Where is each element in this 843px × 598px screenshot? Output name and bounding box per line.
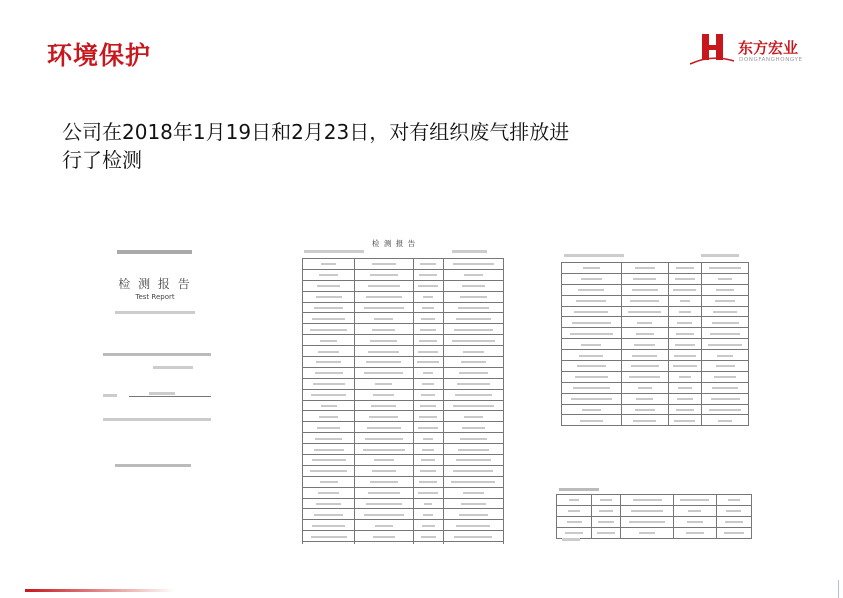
table-cell xyxy=(303,280,355,291)
table-cell xyxy=(413,291,443,302)
table-cell xyxy=(303,324,355,335)
table-cell xyxy=(355,433,413,444)
table-row xyxy=(562,393,749,404)
table-cell xyxy=(621,415,668,426)
table-cell xyxy=(355,302,413,313)
table-cell xyxy=(303,542,355,544)
table-cell xyxy=(621,339,668,350)
table-cell xyxy=(562,393,622,404)
table-cell xyxy=(355,531,413,542)
logo-cn-text: 东方宏业 xyxy=(738,39,799,57)
table-cell xyxy=(621,361,668,372)
table-cell xyxy=(303,422,355,433)
table-cell xyxy=(413,542,443,544)
table-cell xyxy=(621,306,668,317)
table-cell xyxy=(355,400,413,411)
table-row xyxy=(562,371,749,382)
table-cell xyxy=(413,259,443,270)
report-data-table xyxy=(302,258,504,544)
table-cell xyxy=(621,263,668,274)
table-cell xyxy=(443,389,503,400)
table-cell xyxy=(702,263,749,274)
table-cell xyxy=(562,339,622,350)
table-cell xyxy=(702,284,749,295)
table-cell xyxy=(592,505,621,516)
table-cell xyxy=(355,520,413,531)
table-cell xyxy=(702,339,749,350)
table-cell xyxy=(413,422,443,433)
table-row xyxy=(303,444,504,455)
table-row xyxy=(562,317,749,328)
table-row xyxy=(557,495,752,506)
table-cell xyxy=(557,495,592,506)
table-cell xyxy=(621,404,668,415)
table-cell xyxy=(413,389,443,400)
table-cell xyxy=(413,302,443,313)
table-cell xyxy=(668,295,702,306)
table-cell xyxy=(443,509,503,520)
table-cell xyxy=(702,295,749,306)
table-cell xyxy=(443,291,503,302)
table-row xyxy=(303,302,504,313)
table-cell xyxy=(413,269,443,280)
table-cell xyxy=(443,433,503,444)
footer-accent-line xyxy=(25,589,175,592)
table-cell xyxy=(621,350,668,361)
table-cell xyxy=(303,433,355,444)
table-cell xyxy=(443,269,503,280)
table-row xyxy=(303,269,504,280)
table-cell xyxy=(668,382,702,393)
table-cell xyxy=(413,346,443,357)
table-row xyxy=(562,306,749,317)
table-cell xyxy=(562,273,622,284)
table-cell xyxy=(355,259,413,270)
table-cell xyxy=(673,527,716,538)
table-row xyxy=(303,367,504,378)
table-cell xyxy=(413,367,443,378)
table-cell xyxy=(621,328,668,339)
table-cell xyxy=(303,357,355,368)
table-cell xyxy=(668,339,702,350)
table-cell xyxy=(413,280,443,291)
table-cell xyxy=(413,378,443,389)
table-cell xyxy=(621,284,668,295)
table-row xyxy=(303,476,504,487)
table-cell xyxy=(443,357,503,368)
table-cell xyxy=(621,505,674,516)
table-cell xyxy=(443,378,503,389)
table-cell xyxy=(413,444,443,455)
table-row xyxy=(303,357,504,368)
table-cell xyxy=(413,509,443,520)
table-row xyxy=(303,259,504,270)
table-row xyxy=(303,531,504,542)
report-page3-scan xyxy=(556,486,752,544)
table-cell xyxy=(621,495,674,506)
table-row xyxy=(303,389,504,400)
table-cell xyxy=(562,317,622,328)
table-cell xyxy=(557,527,592,538)
table-row xyxy=(303,509,504,520)
table-cell xyxy=(592,495,621,506)
table-cell xyxy=(443,542,503,544)
table-cell xyxy=(303,367,355,378)
table-cell xyxy=(716,527,751,538)
table-cell xyxy=(355,487,413,498)
table-cell xyxy=(303,498,355,509)
table-cell xyxy=(702,371,749,382)
table-cell xyxy=(355,465,413,476)
table-cell xyxy=(355,269,413,280)
table-cell xyxy=(355,498,413,509)
table-cell xyxy=(562,361,622,372)
table-cell xyxy=(355,357,413,368)
table-cell xyxy=(355,389,413,400)
table-cell xyxy=(443,259,503,270)
report-page3-table xyxy=(556,494,752,539)
table-cell xyxy=(443,324,503,335)
cover-title-cn: 检 测 报 告 xyxy=(118,277,192,291)
table-cell xyxy=(355,476,413,487)
table-cell xyxy=(443,498,503,509)
body-line-2: 行了检测 xyxy=(62,148,142,172)
cover-title-en: Test Report xyxy=(135,293,175,301)
table-cell xyxy=(443,335,503,346)
table-cell xyxy=(303,444,355,455)
table-cell xyxy=(702,404,749,415)
table-cell xyxy=(668,306,702,317)
company-logo xyxy=(690,30,840,70)
table-cell xyxy=(668,328,702,339)
table-cell xyxy=(443,302,503,313)
table-cell xyxy=(355,335,413,346)
slide-edge-line xyxy=(838,580,839,598)
table-cell xyxy=(562,350,622,361)
table-row xyxy=(303,520,504,531)
table-row xyxy=(557,505,752,516)
table-cell xyxy=(303,259,355,270)
table-cell xyxy=(621,393,668,404)
table-cell xyxy=(443,367,503,378)
table-cell xyxy=(303,291,355,302)
table-cell xyxy=(668,263,702,274)
table-row xyxy=(562,273,749,284)
table-cell xyxy=(668,284,702,295)
table-row xyxy=(303,400,504,411)
table-row xyxy=(562,263,749,274)
table-cell xyxy=(443,476,503,487)
table-row xyxy=(303,280,504,291)
table-cell xyxy=(621,371,668,382)
page-title: 环境保护 xyxy=(47,41,152,70)
table-cell xyxy=(557,505,592,516)
table-row xyxy=(303,542,504,544)
table-cell xyxy=(716,516,751,527)
table-cell xyxy=(668,350,702,361)
table-cell xyxy=(413,400,443,411)
table-cell xyxy=(562,295,622,306)
table-cell xyxy=(413,520,443,531)
table-cell xyxy=(702,306,749,317)
table-cell xyxy=(562,263,622,274)
table-cell xyxy=(443,280,503,291)
table-row xyxy=(562,350,749,361)
table-row xyxy=(562,415,749,426)
table-cell xyxy=(443,455,503,466)
table-row xyxy=(303,346,504,357)
table-cell xyxy=(668,415,702,426)
table-cell xyxy=(673,505,716,516)
table-cell xyxy=(355,542,413,544)
table-row xyxy=(303,378,504,389)
table-cell xyxy=(355,324,413,335)
table-cell xyxy=(668,361,702,372)
table-cell xyxy=(702,393,749,404)
table-row xyxy=(303,291,504,302)
table-cell xyxy=(443,444,503,455)
table-cell xyxy=(413,357,443,368)
table-cell xyxy=(303,487,355,498)
table-row xyxy=(562,404,749,415)
table-cell xyxy=(621,527,674,538)
table-cell xyxy=(443,400,503,411)
table-cell xyxy=(355,291,413,302)
table-row xyxy=(303,422,504,433)
table-cell xyxy=(562,404,622,415)
table-cell xyxy=(355,509,413,520)
body-line-1: 公司在2018年1月19日和2月23日，对有组织废气排放进 xyxy=(62,120,570,144)
table-cell xyxy=(355,367,413,378)
table-row xyxy=(562,361,749,372)
table-cell xyxy=(355,378,413,389)
report-table-scan xyxy=(302,237,504,544)
table-cell xyxy=(443,346,503,357)
table-cell xyxy=(621,273,668,284)
table-row xyxy=(557,527,752,538)
table-cell xyxy=(702,328,749,339)
table-cell xyxy=(413,335,443,346)
table-cell xyxy=(303,455,355,466)
report-page2-scan xyxy=(561,250,749,426)
table-cell xyxy=(413,487,443,498)
table-cell xyxy=(303,335,355,346)
table-cell xyxy=(355,444,413,455)
table-cell xyxy=(557,516,592,527)
table-cell xyxy=(303,313,355,324)
table-cell xyxy=(621,295,668,306)
table-cell xyxy=(592,527,621,538)
table-cell xyxy=(673,516,716,527)
table-cell xyxy=(443,313,503,324)
table-cell xyxy=(303,465,355,476)
table-cell xyxy=(443,487,503,498)
table-cell xyxy=(303,389,355,400)
table-cell xyxy=(355,346,413,357)
table-row xyxy=(562,328,749,339)
table-cell xyxy=(303,520,355,531)
table-cell xyxy=(592,516,621,527)
table-cell xyxy=(673,495,716,506)
table-row xyxy=(562,339,749,350)
table-cell xyxy=(562,371,622,382)
logo-en-text: DONGFANGHONGYE xyxy=(739,57,803,63)
table-row xyxy=(562,382,749,393)
table-cell xyxy=(702,382,749,393)
table-cell xyxy=(355,313,413,324)
body-paragraph xyxy=(62,118,622,174)
table-cell xyxy=(355,280,413,291)
table-row xyxy=(562,284,749,295)
table-cell xyxy=(303,346,355,357)
table-cell xyxy=(621,382,668,393)
table-cell xyxy=(443,531,503,542)
table-cell xyxy=(303,476,355,487)
table-row xyxy=(557,516,752,527)
table-cell xyxy=(413,465,443,476)
table-cell xyxy=(355,411,413,422)
table-cell xyxy=(413,498,443,509)
table-cell xyxy=(303,269,355,280)
table-cell xyxy=(443,520,503,531)
table-cell xyxy=(621,317,668,328)
table-cell xyxy=(716,505,751,516)
table-cell xyxy=(413,476,443,487)
table-cell xyxy=(668,317,702,328)
table-cell xyxy=(413,324,443,335)
table-cell xyxy=(702,350,749,361)
table-cell xyxy=(355,455,413,466)
table-cell xyxy=(303,400,355,411)
table-row xyxy=(303,433,504,444)
table-cell xyxy=(303,378,355,389)
table-cell xyxy=(355,422,413,433)
table-row xyxy=(303,498,504,509)
table-cell xyxy=(303,509,355,520)
table-cell xyxy=(668,371,702,382)
table-cell xyxy=(668,404,702,415)
table-cell xyxy=(702,273,749,284)
table-cell xyxy=(702,317,749,328)
table-cell xyxy=(621,516,674,527)
table-cell xyxy=(562,306,622,317)
table-cell xyxy=(443,411,503,422)
table-row xyxy=(303,313,504,324)
table-row xyxy=(303,465,504,476)
table-cell xyxy=(716,495,751,506)
table-cell xyxy=(413,531,443,542)
table-cell xyxy=(668,393,702,404)
report-cover-scan xyxy=(95,245,215,475)
table-cell xyxy=(413,433,443,444)
table-row xyxy=(303,487,504,498)
table-cell xyxy=(562,382,622,393)
table-cell xyxy=(413,313,443,324)
report-page2-table xyxy=(561,262,749,426)
table-cell xyxy=(702,361,749,372)
table-cell xyxy=(303,411,355,422)
table-row xyxy=(562,295,749,306)
table-cell xyxy=(303,531,355,542)
table-cell xyxy=(303,302,355,313)
table-cell xyxy=(413,411,443,422)
table-row xyxy=(303,455,504,466)
table-cell xyxy=(562,415,622,426)
table-row xyxy=(303,324,504,335)
table-row xyxy=(303,411,504,422)
table-cell xyxy=(702,415,749,426)
table-row xyxy=(303,335,504,346)
table-cell xyxy=(562,284,622,295)
logo-h-icon xyxy=(690,30,734,66)
table-cell xyxy=(668,273,702,284)
table-cell xyxy=(443,465,503,476)
table-cell xyxy=(413,455,443,466)
table-cell xyxy=(443,422,503,433)
table-cell xyxy=(562,328,622,339)
report-table-title: 检 测 报 告 xyxy=(372,239,417,248)
